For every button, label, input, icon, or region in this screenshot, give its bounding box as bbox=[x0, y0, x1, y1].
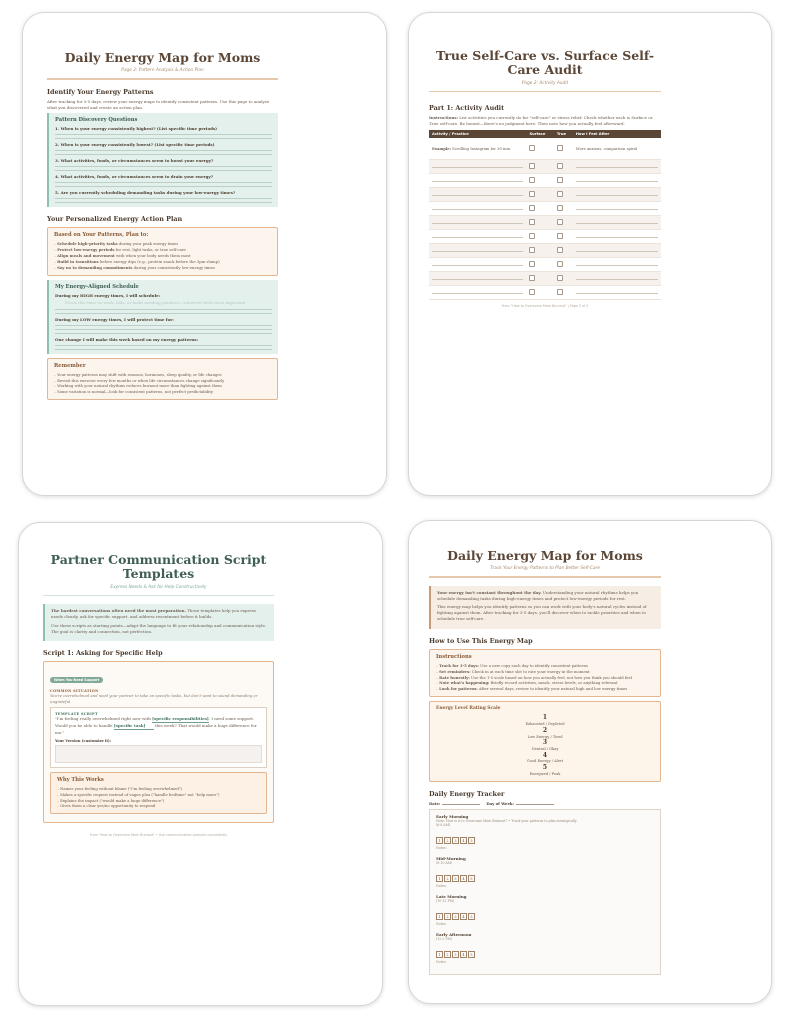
prompt: During my LOW energy times, I will protect time for: bbox=[55, 316, 174, 322]
question: 2. When is your energy consistently lowest? (List specific time periods) bbox=[55, 142, 215, 148]
table-row bbox=[429, 160, 661, 174]
page-thumbnail-self-care-audit[interactable] bbox=[408, 12, 772, 496]
label: COMMON SITUATION bbox=[50, 689, 99, 694]
blank-line[interactable] bbox=[432, 276, 523, 280]
divider bbox=[429, 576, 661, 578]
page-subtitle: Page 2: Pattern Analysis & Action Plan bbox=[121, 68, 204, 74]
scale-item: 1 Exhausted / Depleted bbox=[525, 714, 565, 727]
scale-item: 4 Good Energy / Alert bbox=[526, 751, 564, 764]
list-item: – Makes a specific request instead of vague plea ("handle bedtime" not "help more") bbox=[57, 792, 260, 798]
box-heading: Pattern Discovery Questions bbox=[55, 117, 138, 124]
checkbox[interactable] bbox=[557, 275, 563, 281]
list-item: – Build in transitions before energy dips (e.g., protein snack before the 3pm slump) bbox=[54, 259, 271, 265]
checkbox[interactable] bbox=[529, 191, 535, 197]
blank-line[interactable] bbox=[432, 192, 523, 196]
rating-box[interactable]: 3 bbox=[452, 913, 459, 920]
page-title: Partner Communication Script Templates bbox=[50, 552, 267, 582]
blank-line[interactable] bbox=[432, 178, 523, 182]
hint: Focus this time on work, kids, or tasks needing patience—whatever feels most important bbox=[65, 299, 246, 305]
time-slot bbox=[436, 856, 654, 888]
page-footer: From "How to Overcome Mom Burnout" • Use communication prompts consistently bbox=[89, 833, 228, 838]
blank-line[interactable] bbox=[576, 262, 658, 266]
divider bbox=[43, 595, 274, 597]
checkbox[interactable] bbox=[557, 205, 563, 211]
rating-box[interactable]: 4 bbox=[460, 913, 467, 920]
slot-name: Early Afternoon bbox=[436, 931, 472, 937]
rating-box[interactable]: 2 bbox=[444, 951, 451, 958]
list-item: – Gives them a clear yes/no opportunity to respond bbox=[57, 803, 260, 809]
box-heading: Why This Works bbox=[57, 776, 104, 783]
rating-box[interactable]: 5 bbox=[468, 837, 475, 844]
checkbox[interactable] bbox=[557, 163, 563, 169]
instructions-box bbox=[429, 649, 661, 697]
checkbox[interactable] bbox=[529, 289, 535, 295]
rating-box[interactable]: 5 bbox=[468, 875, 475, 882]
status-badge: When You Need Support bbox=[50, 677, 103, 683]
checkbox[interactable] bbox=[529, 247, 535, 253]
blank-line[interactable] bbox=[432, 248, 523, 252]
column-header: Activity / Practice bbox=[429, 130, 526, 138]
template-box bbox=[50, 707, 267, 767]
rating-box[interactable]: 4 bbox=[460, 875, 467, 882]
checkbox[interactable] bbox=[557, 177, 563, 183]
rating-box[interactable]: 2 bbox=[444, 913, 451, 920]
date-fields: Date: Day of Week: bbox=[429, 801, 661, 806]
energy-tracker bbox=[429, 809, 661, 975]
version-input[interactable] bbox=[55, 745, 262, 763]
slot-name: Late Morning bbox=[436, 893, 467, 899]
section-heading: Your Personalized Energy Action Plan bbox=[47, 215, 183, 224]
blank-line[interactable] bbox=[576, 178, 658, 182]
column-header: True bbox=[554, 130, 573, 138]
table-row bbox=[429, 216, 661, 230]
rating-box[interactable]: 1 bbox=[436, 951, 443, 958]
checkbox[interactable] bbox=[529, 219, 535, 225]
scale-box bbox=[429, 701, 661, 781]
slot-hint: Note: How is it to Overcome Mom Burnout? • Track your patterns to plan strategically bbox=[436, 818, 577, 823]
list-item: – Set reminders: Check in at each time slot to rate your energy in the moment bbox=[436, 669, 654, 675]
intro-box: The hardest conversations often need the most preparation. These templates help you express needs clearly, ask for specific support, and address resentment before it builds. Use these scripts as starting points—adapt the language to fit your relationship and communication style. The goal is clarity and connection, not perfection. bbox=[43, 604, 274, 641]
list-item: – Some variation is normal—look for consistent patterns, not perfect predictability bbox=[54, 389, 271, 395]
box-heading: Instructions bbox=[436, 653, 472, 660]
rating-box[interactable]: 3 bbox=[452, 875, 459, 882]
notes-label: Notes: bbox=[436, 921, 447, 926]
checkbox[interactable] bbox=[529, 261, 535, 267]
rating-box[interactable]: 5 bbox=[468, 951, 475, 958]
page-thumbnail-energy-analysis[interactable] bbox=[22, 12, 387, 496]
section-heading: Part 1: Activity Audit bbox=[429, 104, 505, 113]
paragraph: After tracking for 3-5 days, review your energy maps to identify consistent patterns. Use this page to analyze what you discovered and create an action plan. bbox=[47, 98, 270, 110]
checkbox[interactable] bbox=[557, 191, 563, 197]
box-heading: Remember bbox=[54, 362, 86, 369]
time-slot bbox=[436, 894, 654, 926]
box-heading: Energy Level Rating Scale bbox=[436, 706, 501, 712]
page-subtitle: Express Needs & Ask for Help Constructively bbox=[110, 584, 207, 590]
question: 3. What activities, foods, or circumstances seem to boost your energy? bbox=[55, 158, 214, 164]
list-item: – Revisit this exercise every few months or when life circumstances change significantly bbox=[54, 378, 271, 384]
checkbox[interactable] bbox=[557, 145, 563, 151]
section-heading: Script 1: Asking for Specific Help bbox=[43, 649, 163, 658]
table-row bbox=[429, 138, 661, 160]
page-subtitle: Track Your Energy Patterns to Plan Better Self-Care bbox=[490, 566, 600, 572]
list-item: – Your energy patterns may shift with seasons, hormones, sleep quality, or life changes bbox=[54, 372, 271, 378]
page-thumbnail-energy-map[interactable] bbox=[408, 520, 772, 1004]
list-item: – Schedule high-priority tasks during your peak energy times bbox=[54, 241, 271, 247]
checkbox[interactable] bbox=[557, 261, 563, 267]
blank-line[interactable] bbox=[576, 206, 658, 210]
page-footer: From "How to Overcome Mom Burnout" | Page 2 of 3 bbox=[501, 304, 589, 309]
section-heading: Identify Your Energy Patterns bbox=[47, 87, 154, 96]
rating-box[interactable]: 3 bbox=[452, 837, 459, 844]
question: 5. Are you currently scheduling demanding tasks during your low-energy times? bbox=[55, 190, 236, 196]
notes-label: Notes: bbox=[436, 845, 447, 850]
slot-time: (6-8 AM) bbox=[436, 822, 451, 827]
checkbox[interactable] bbox=[557, 289, 563, 295]
page-title: True Self-Care vs. Surface Self-Care Audit bbox=[435, 48, 655, 78]
discovery-box bbox=[47, 113, 278, 207]
rating-box[interactable]: 3 bbox=[452, 951, 459, 958]
blank-line[interactable] bbox=[432, 220, 523, 224]
label: Your Version (customize it): bbox=[55, 738, 112, 743]
box-heading: Based on Your Patterns, Plan to: bbox=[54, 232, 149, 239]
column-header: How I Feel After bbox=[573, 130, 661, 138]
rating-box[interactable]: 4 bbox=[460, 951, 467, 958]
instructions: Instructions: List activities you currently do for "self-care" or stress relief. Check whether each is Surface or True self-care. Be honest—there's no judgment here. Then note how you actually feel afterward. bbox=[429, 115, 653, 127]
blank-line[interactable] bbox=[432, 164, 523, 168]
time-slot bbox=[436, 814, 654, 850]
rating-box[interactable]: 1 bbox=[436, 837, 443, 844]
time-slot bbox=[436, 932, 654, 964]
table-row bbox=[429, 244, 661, 258]
prompt: One change I will make this week based on my energy patterns: bbox=[55, 336, 199, 342]
checkbox[interactable] bbox=[557, 233, 563, 239]
remember-box bbox=[47, 358, 278, 401]
notes-label: Notes: bbox=[436, 883, 447, 888]
list-item: – Names your feeling without blame ("I'm feeling overwhelmed") bbox=[57, 786, 260, 792]
table-row bbox=[429, 188, 661, 202]
blank-line[interactable] bbox=[576, 234, 658, 238]
checkbox[interactable] bbox=[529, 145, 535, 151]
box-heading: My Energy-Aligned Schedule bbox=[55, 283, 139, 290]
rating-box[interactable]: 2 bbox=[444, 837, 451, 844]
table-row bbox=[429, 202, 661, 216]
blank-line[interactable] bbox=[432, 206, 523, 210]
section-heading: How to Use This Energy Map bbox=[429, 636, 533, 645]
divider bbox=[47, 78, 278, 80]
blank-line[interactable] bbox=[432, 262, 523, 266]
divider bbox=[429, 91, 661, 93]
scale-item: 2 Low Energy / Tired bbox=[527, 726, 563, 739]
scale-item: 3 Neutral / Okay bbox=[531, 739, 559, 751]
blank-line[interactable] bbox=[432, 234, 523, 238]
page-title: Daily Energy Map for Moms bbox=[447, 548, 643, 563]
scale-item: 5 Energized / Peak bbox=[529, 764, 561, 776]
list-item: – Working with your natural rhythms reduces burnout more than fighting against them bbox=[54, 383, 271, 389]
list-item: – Align meals and movement with when your body needs them most bbox=[54, 253, 271, 259]
plan-box bbox=[47, 227, 278, 275]
notes-label: Notes: bbox=[436, 959, 447, 964]
column-header: Surface bbox=[526, 130, 553, 138]
slot-time: (12-2 PM) bbox=[436, 936, 453, 941]
list-item: – Say no to demanding commitments during your consistently low-energy times bbox=[54, 265, 271, 271]
checkbox[interactable] bbox=[529, 163, 535, 169]
blank-line[interactable] bbox=[576, 192, 658, 196]
example-activity: Example: Scrolling Instagram for 30 min bbox=[429, 138, 526, 160]
schedule-box bbox=[47, 280, 278, 354]
checkbox[interactable] bbox=[557, 219, 563, 225]
example-feel: More anxious, comparison spiral bbox=[573, 138, 661, 160]
list-item: – Protect low-energy periods for rest, light tasks, or true self-care bbox=[54, 247, 271, 253]
label: TEMPLATE SCRIPT bbox=[55, 712, 98, 717]
blank-line[interactable] bbox=[576, 276, 658, 280]
slot-name: Mid-Morning bbox=[436, 855, 466, 861]
checkbox[interactable] bbox=[529, 233, 535, 239]
checkbox[interactable] bbox=[529, 275, 535, 281]
list-item: – Note what's happening: Briefly record activities, meals, stress levels, or anything relevant bbox=[436, 680, 654, 686]
checkbox[interactable] bbox=[529, 205, 535, 211]
rating-box[interactable]: 2 bbox=[444, 875, 451, 882]
slot-name: Early Morning bbox=[436, 813, 469, 819]
blank-line[interactable] bbox=[432, 290, 523, 294]
question: 4. What activities, foods, or circumstances seem to drain your energy? bbox=[55, 174, 214, 180]
checkbox[interactable] bbox=[529, 177, 535, 183]
rating-scale bbox=[436, 714, 654, 776]
list-item: – Track for 3-5 days: Use a new copy each day to identify consistent patterns bbox=[436, 663, 654, 669]
why-box bbox=[50, 772, 267, 815]
script-box bbox=[43, 661, 274, 823]
page-thumbnail-partner-scripts[interactable] bbox=[18, 522, 383, 1006]
situation-text: You're overwhelmed and need your partner to take on specific tasks, but don't want to sound demanding or ungrateful. bbox=[50, 693, 258, 704]
section-heading: Daily Energy Tracker bbox=[429, 789, 505, 798]
rating-box[interactable]: 5 bbox=[468, 913, 475, 920]
checkbox[interactable] bbox=[557, 247, 563, 253]
template-text: "I'm feeling really overwhelmed right now with [specific responsibilities]. I need some support. Would you be able to handle [specific task] this week? That would make a huge difference for me." bbox=[55, 716, 257, 736]
table-row bbox=[429, 230, 661, 244]
blank-line[interactable] bbox=[576, 248, 658, 252]
page-title: Daily Energy Map for Moms bbox=[64, 50, 261, 65]
question: 1. When is your energy consistently highest? (List specific time periods) bbox=[55, 126, 218, 132]
table-row bbox=[429, 258, 661, 272]
list-item: – Look for patterns: After several days, review to identify your natural high and low energy times bbox=[436, 686, 654, 692]
blank-line[interactable] bbox=[576, 290, 658, 294]
rating-box[interactable]: 4 bbox=[460, 837, 467, 844]
blank-line[interactable] bbox=[576, 220, 658, 224]
rating-box[interactable]: 1 bbox=[436, 875, 443, 882]
intro-box: Your energy isn't constant throughout the day. Understanding your natural rhythms helps you schedule demanding tasks during high-energy times and protect low-energy periods for rest. This energy map helps you identify patterns so you can work with your body's natural cycles instead of fighting against them. After tracking for 3-5 days, you'll discover when to tackle priorities and when to schedule true self-care. bbox=[429, 586, 661, 629]
table-row bbox=[429, 286, 661, 300]
slot-time: (10-12 PM) bbox=[436, 898, 455, 903]
table-row bbox=[429, 272, 661, 286]
rating-box[interactable]: 1 bbox=[436, 913, 443, 920]
list-item: – Explains the impact ("would make a huge difference") bbox=[57, 798, 260, 804]
page-subtitle: Page 2: Activity Audit bbox=[521, 80, 569, 86]
prompt: During my HIGH energy times, I will schedule: bbox=[55, 292, 161, 298]
slot-time: (8-10 AM) bbox=[436, 860, 453, 865]
table-row bbox=[429, 174, 661, 188]
blank-line[interactable] bbox=[576, 164, 658, 168]
list-item: – Rate honestly: Use the 1-5 scale based on how you actually feel, not how you think you should feel bbox=[436, 675, 654, 681]
audit-table bbox=[429, 130, 661, 301]
